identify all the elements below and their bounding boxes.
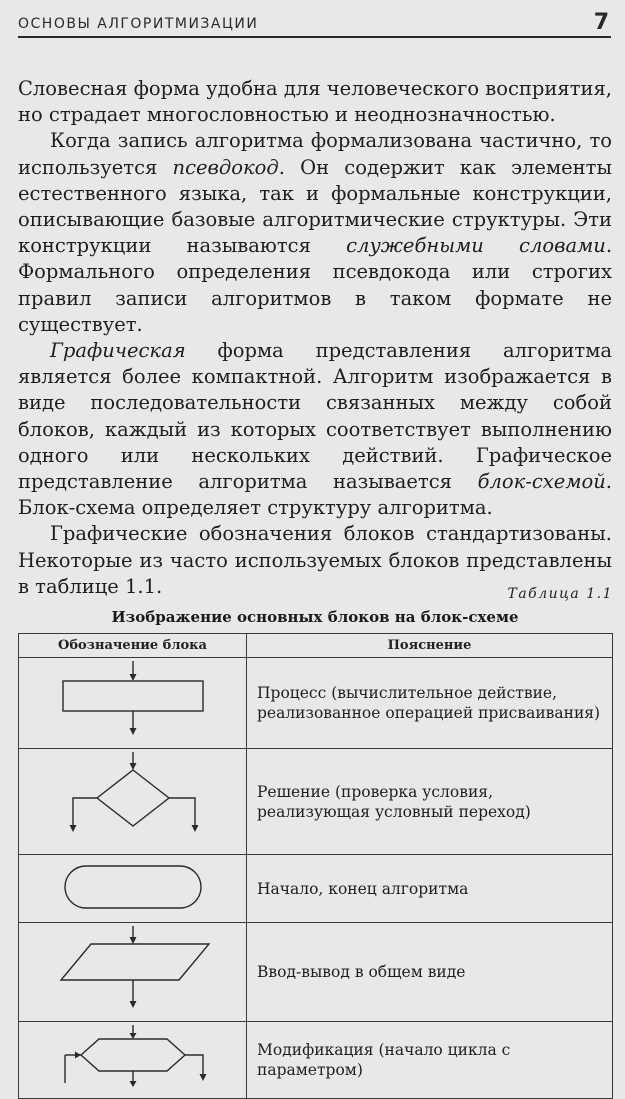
process-block-icon	[19, 659, 247, 747]
description-cell: Решение (проверка условия, реализующая условный переход)	[247, 749, 613, 855]
italic-term: псевдокод	[172, 155, 279, 179]
symbol-cell	[19, 1022, 247, 1099]
text-run: Словесная форма удобна для человеческого восприятия, но страдает многословностью и неоднозначностью.	[18, 77, 612, 127]
text-run: Графические обозначения блоков стандартизованы. Некоторые из часто используемых блоков представлены в таблице 1.1.	[18, 522, 612, 598]
italic-term: Графическая	[50, 339, 186, 363]
text-run: . Он содержит как элементы естественного языка, так и формальные конструкции, описывающие базовые алгоритмические структуры. Эти конструкции называются	[18, 155, 612, 258]
text-run: . Формального определения псевдокода или строгих правил записи алгоритмов в таком формате не существует.	[18, 234, 613, 336]
table-row	[19, 855, 613, 923]
page-header	[18, 10, 611, 38]
table-title: Изображение основных блоков на блок-схеме	[111, 608, 519, 626]
decision-block-icon	[19, 750, 247, 853]
modification-block-icon	[19, 1023, 247, 1097]
column-header-symbol: Обозначение блока	[19, 634, 247, 658]
body-text	[18, 76, 612, 600]
text-run: Когда запись алгоритма формализована частично, то используется	[18, 129, 612, 179]
paragraph	[18, 76, 612, 128]
symbol-cell	[19, 923, 247, 1022]
symbol-cell	[19, 749, 247, 855]
italic-term: блок-схемой	[477, 470, 606, 494]
table-number: Таблица 1.1	[507, 586, 613, 602]
text-run: . Блок-схема определяет структуру алгоритма.	[18, 470, 612, 520]
running-title: ОСНОВЫ АЛГОРИТМИЗАЦИИ	[18, 16, 259, 32]
column-header-description: Пояснение	[247, 634, 613, 658]
table-row	[19, 658, 613, 749]
symbol-cell	[19, 658, 247, 749]
input-output-block-icon	[19, 924, 247, 1020]
italic-term: служебными словами	[346, 234, 606, 258]
description-cell: Процесс (вычислительное действие, реализованное операцией присваивания)	[247, 658, 613, 749]
terminator-block-icon	[19, 856, 247, 921]
paragraph	[18, 338, 612, 521]
table-row	[19, 1022, 613, 1099]
flowchart-blocks-table	[18, 633, 613, 1099]
symbol-cell	[19, 855, 247, 923]
description-cell: Ввод-вывод в общем виде	[247, 923, 613, 1022]
text-run: форма представления алгоритма является более компактной. Алгоритм изображается в виде последовательности связанных между собой блоков, каждый из которых соответствует выполнению одного или нескольких действий. Графическое представление алгоритма называется	[18, 339, 612, 494]
table-header-row	[19, 634, 613, 658]
table-row	[19, 749, 613, 855]
table-row	[19, 923, 613, 1022]
description-cell: Модификация (начало цикла с параметром)	[247, 1022, 613, 1099]
paragraph	[18, 128, 612, 338]
page-number: 7	[593, 10, 609, 35]
description-cell: Начало, конец алгоритма	[247, 855, 613, 923]
